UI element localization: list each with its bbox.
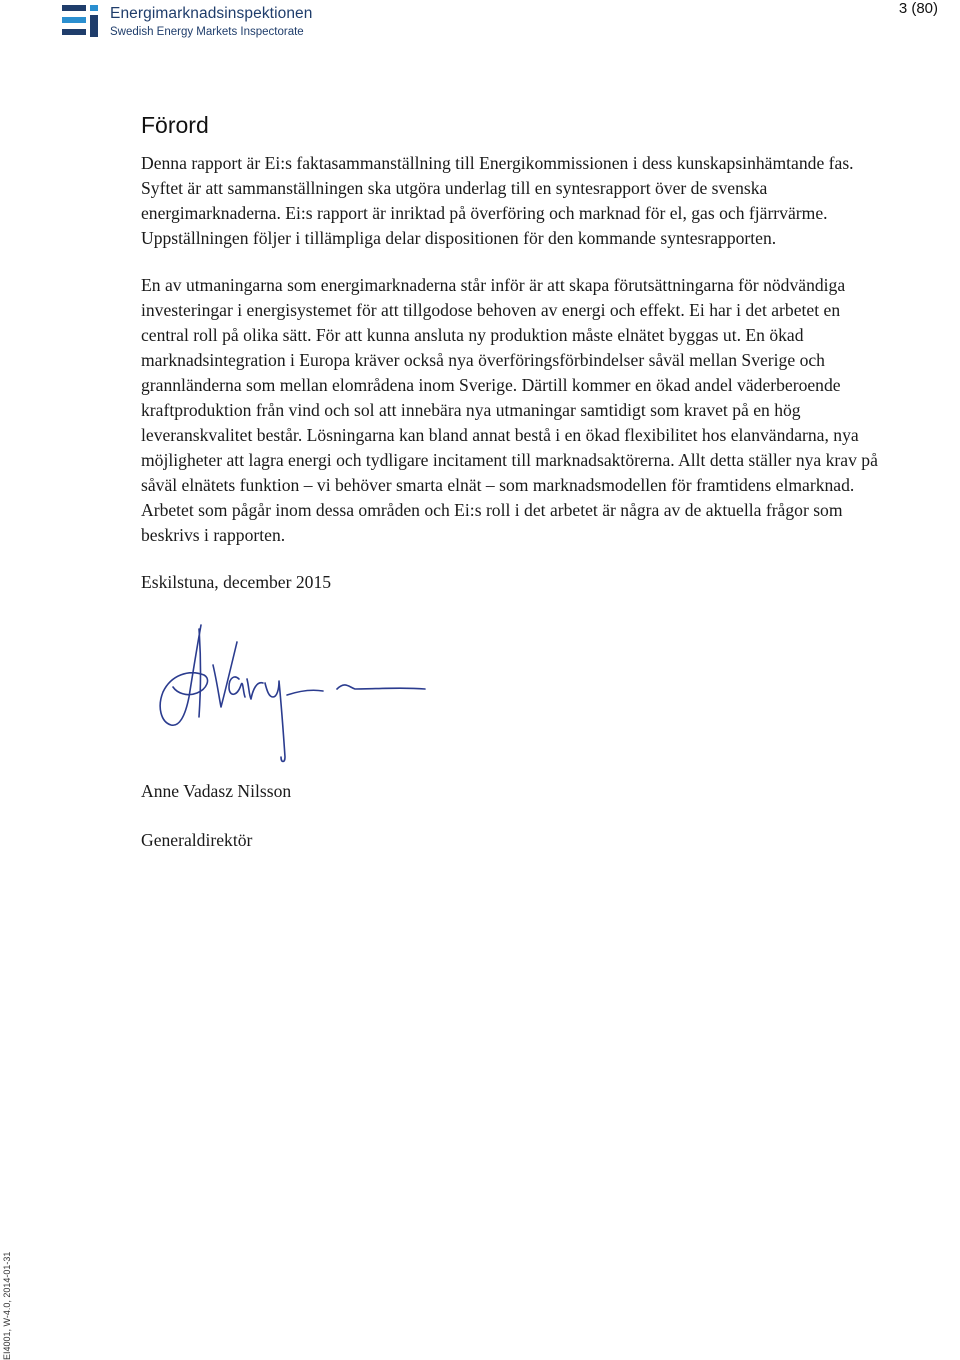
handwritten-signature xyxy=(149,617,449,767)
header-logo xyxy=(62,3,313,41)
page-number: 3 (80) xyxy=(898,0,938,17)
org-subtitle: Swedish Energy Markets Inspectorate xyxy=(110,25,304,38)
document-body xyxy=(141,112,881,853)
ei-logo-icon xyxy=(62,3,100,41)
signer-title: Generaldirektör xyxy=(141,830,253,850)
paragraph-intro: Denna rapport är Ei:s faktasammanställning till Energikommissionen i dess kunskapsinhämtande fas. Syftet är att sammanställningen ska utgöra underlag till en syntesrapport över de svenska energimarknaderna. Ei:s rapport är inriktad på överföring och marknad för el, gas och fjärrvärme. Uppställningen följer i tillämpliga delar dispositionen för den kommande syntesrapporten. xyxy=(141,153,854,248)
page-title: Förord xyxy=(141,112,209,138)
paragraph-challenges: En av utmaningarna som energimarknaderna står inför är att skapa förutsättningarna för nödvändiga investeringar i energisystemet för att tillgodose behoven av energi och effekt. Ei har i det arbetet en central roll på olika sätt. För att kunna ansluta ny produktion måste elnätet byggas ut. En ökad marknadsintegration i Europa kräver också nya överföringsförbindelser såväl mellan Sverige och grannländerna som mellan elområdena inom Sverige. Därtill kommer en ökad andel väderberoende kraftproduktion från vind och sol att innebära nya utmaningar samtidigt som kravet på en hög leveranskvalitet består. Lösningarna kan bland annat bestå i en ökad flexibilitet hos elanvändarna, nya möjligheter att lagra energi och tydligare incitament till marknadsaktörerna. Allt detta ställer nya krav på såväl elnätets funktion – vi behöver smarta elnät – som marknadsmodellen för framtidens elmarknad. Arbetet som pågår inom dessa områden och Ei:s roll i det arbetet är några av de aktuella frågor som beskrivs i rapporten. xyxy=(141,275,878,545)
form-code: EI4001, W-4.0, 2014-01-31 xyxy=(2,1251,12,1360)
place-date: Eskilstuna, december 2015 xyxy=(141,572,332,592)
signer-name: Anne Vadasz Nilsson xyxy=(141,781,292,801)
org-name: Energimarknadsinspektionen xyxy=(110,5,313,22)
